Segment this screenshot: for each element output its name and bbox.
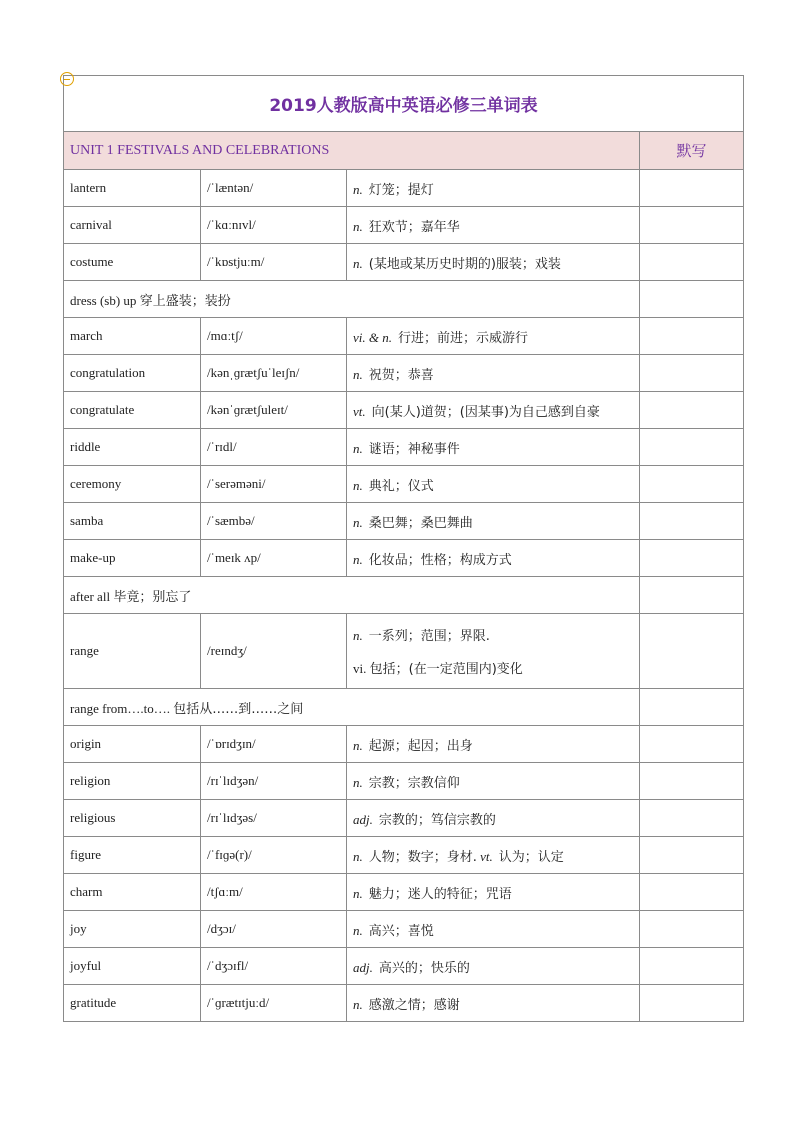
dictation-cell[interactable]: [640, 207, 744, 244]
table-row: [64, 244, 744, 281]
meaning-text: 宗教；宗教信仰: [368, 775, 460, 791]
phrase-text: dress (sb) up: [70, 292, 137, 308]
table-row: [64, 614, 744, 689]
page-title: 2019人教版高中英语必修三单词表: [64, 76, 744, 132]
part-of-speech: n.: [353, 774, 363, 790]
ipa-cell: /tʃɑːm/: [201, 874, 347, 911]
meaning-cell: [347, 911, 640, 948]
meaning-text: 祝贺；恭喜: [368, 367, 434, 383]
meaning-text: 向(某人)道贺；(因某事)为自己感到自豪: [371, 404, 600, 420]
dictation-cell[interactable]: [640, 355, 744, 392]
word-cell: range: [64, 614, 201, 689]
title-row: [64, 76, 744, 132]
word-cell: joy: [64, 911, 201, 948]
ipa-cell: /kənˌɡrætʃuˈleɪʃn/: [201, 355, 347, 392]
meaning-cell: [347, 244, 640, 281]
word-cell: charm: [64, 874, 201, 911]
ipa-cell: /ˈkɒstjuːm/: [201, 244, 347, 281]
ipa-cell: /ˈɡrætɪtjuːd/: [201, 985, 347, 1022]
meaning-cell: [347, 540, 640, 577]
vocabulary-sheet: [63, 75, 743, 1022]
meaning-cell: [347, 874, 640, 911]
ipa-cell: /ˈsæmbə/: [201, 503, 347, 540]
part-of-speech: n.: [353, 366, 363, 382]
phrase-meaning: 穿上盛装；装扮: [139, 293, 231, 309]
dictation-cell[interactable]: [640, 540, 744, 577]
vocabulary-table: [63, 75, 744, 1022]
meaning-cell: [347, 466, 640, 503]
meaning-text: 桑巴舞；桑巴舞曲: [368, 515, 473, 531]
word-cell: congratulation: [64, 355, 201, 392]
part-of-speech: n.: [353, 181, 363, 197]
word-cell: make-up: [64, 540, 201, 577]
word-cell: gratitude: [64, 985, 201, 1022]
dictation-cell[interactable]: [640, 244, 744, 281]
ipa-cell: /ˈlæntən/: [201, 170, 347, 207]
word-cell: march: [64, 318, 201, 355]
dictation-cell[interactable]: [640, 318, 744, 355]
ipa-cell: /rɪˈlɪdʒən/: [201, 763, 347, 800]
dictation-cell[interactable]: [640, 911, 744, 948]
word-cell: carnival: [64, 207, 201, 244]
table-row: [64, 318, 744, 355]
phrase-row: [64, 281, 744, 318]
dictation-cell[interactable]: [640, 985, 744, 1022]
part-of-speech: n.: [353, 551, 363, 567]
meaning-cell: [347, 207, 640, 244]
part-of-speech: n.: [353, 885, 363, 901]
word-cell: figure: [64, 837, 201, 874]
table-row: [64, 911, 744, 948]
ipa-cell: /reɪndʒ/: [201, 614, 347, 689]
part-of-speech: vt.: [480, 848, 493, 864]
meaning-text: 谜语；神秘事件: [368, 441, 460, 457]
part-of-speech: n.: [353, 477, 363, 493]
dictation-cell[interactable]: [640, 614, 744, 689]
part-of-speech: n.: [353, 628, 363, 643]
unit-title: UNIT 1 FESTIVALS AND CELEBRATIONS: [64, 132, 640, 170]
meaning-cell: [347, 170, 640, 207]
table-row: [64, 837, 744, 874]
dictation-cell[interactable]: [640, 466, 744, 503]
meaning-text: 包括；(在一定范围内)变化: [369, 662, 523, 677]
meaning-text: 高兴；喜悦: [368, 923, 434, 939]
meaning-text: 宗教的；笃信宗教的: [378, 812, 496, 828]
meaning-text: 起源；起因；出身: [368, 738, 473, 754]
phrase-row: [64, 577, 744, 614]
dictation-cell[interactable]: [640, 800, 744, 837]
meaning-text: 高兴的；快乐的: [378, 960, 470, 976]
ipa-cell: /ˈserəməni/: [201, 466, 347, 503]
meaning-line-2: [353, 658, 633, 677]
ipa-cell: /mɑːtʃ/: [201, 318, 347, 355]
dictation-cell[interactable]: [640, 429, 744, 466]
table-row: [64, 429, 744, 466]
meaning-text: 灯笼；提灯: [368, 182, 434, 198]
word-cell: congratulate: [64, 392, 201, 429]
phrase-cell: [64, 577, 640, 614]
part-of-speech: n.: [353, 922, 363, 938]
part-of-speech: n.: [353, 848, 363, 864]
table-row: [64, 985, 744, 1022]
part-of-speech: vt.: [353, 403, 366, 419]
table-row: [64, 726, 744, 763]
meaning-cell: [347, 726, 640, 763]
phrase-cell: [64, 689, 640, 726]
part-of-speech: n.: [353, 996, 363, 1012]
word-cell: joyful: [64, 948, 201, 985]
meaning-cell: [347, 837, 640, 874]
table-row: [64, 874, 744, 911]
word-cell: religious: [64, 800, 201, 837]
word-cell: religion: [64, 763, 201, 800]
meaning-cell: [347, 763, 640, 800]
table-row: [64, 355, 744, 392]
ipa-cell: /ˈkɑːnɪvl/: [201, 207, 347, 244]
part-of-speech: n.: [353, 255, 363, 271]
phrase-meaning: 毕竟；别忘了: [113, 589, 192, 605]
word-cell: samba: [64, 503, 201, 540]
meaning-text: 感激之情；感谢: [368, 997, 460, 1013]
ipa-cell: /kənˈɡrætʃuleɪt/: [201, 392, 347, 429]
dictation-cell[interactable]: [640, 281, 744, 318]
meaning-cell: [347, 614, 640, 689]
phrase-meaning: 包括从……到……之间: [173, 701, 304, 717]
table-row: [64, 170, 744, 207]
meaning-text: 认为；认定: [498, 849, 564, 865]
part-of-speech: n.: [353, 737, 363, 753]
part-of-speech: adj.: [353, 811, 373, 827]
meaning-cell: [347, 392, 640, 429]
ipa-cell: /rɪˈlɪdʒəs/: [201, 800, 347, 837]
ipa-cell: /dʒɔɪ/: [201, 911, 347, 948]
dictation-cell[interactable]: [640, 948, 744, 985]
table-row: [64, 503, 744, 540]
part-of-speech: vi. & n.: [353, 329, 392, 345]
table-row: [64, 800, 744, 837]
phrase-text: after all: [70, 588, 111, 604]
phrase-cell: [64, 281, 640, 318]
meaning-text: 狂欢节；嘉年华: [368, 219, 460, 235]
table-row: [64, 763, 744, 800]
meaning-text: 行进；前进；示威游行: [398, 330, 529, 346]
dictation-cell[interactable]: [640, 170, 744, 207]
anchor-icon: [60, 72, 74, 86]
word-cell: costume: [64, 244, 201, 281]
word-cell: lantern: [64, 170, 201, 207]
ipa-cell: /ˈrɪdl/: [201, 429, 347, 466]
ipa-cell: /ˈmeɪk ʌp/: [201, 540, 347, 577]
ipa-cell: /ˈdʒɔɪfl/: [201, 948, 347, 985]
meaning-text: 一系列；范围；界限.: [368, 629, 490, 644]
table-row: [64, 207, 744, 244]
dictation-header: 默写: [640, 132, 744, 170]
table-row: [64, 540, 744, 577]
part-of-speech: adj.: [353, 959, 373, 975]
meaning-text: 魅力；迷人的特征；咒语: [368, 886, 512, 902]
dictation-cell[interactable]: [640, 763, 744, 800]
part-of-speech: vi.: [353, 661, 367, 676]
table-row: [64, 392, 744, 429]
word-cell: riddle: [64, 429, 201, 466]
meaning-cell: [347, 985, 640, 1022]
dictation-cell[interactable]: [640, 837, 744, 874]
meaning-cell: [347, 800, 640, 837]
meaning-cell: [347, 503, 640, 540]
meaning-text: (某地或某历史时期的)服装；戏装: [368, 256, 561, 272]
dictation-cell[interactable]: [640, 689, 744, 726]
table-row: [64, 948, 744, 985]
part-of-speech: n.: [353, 514, 363, 530]
meaning-cell: [347, 355, 640, 392]
dictation-cell[interactable]: [640, 392, 744, 429]
ipa-cell: /ˈfɪɡə(r)/: [201, 837, 347, 874]
meaning-text: 人物；数字；身材.: [368, 849, 477, 865]
phrase-row: [64, 689, 744, 726]
meaning-text: 化妆品；性格；构成方式: [368, 552, 512, 568]
part-of-speech: n.: [353, 218, 363, 234]
meaning-text: 典礼；仪式: [368, 478, 434, 494]
dictation-cell[interactable]: [640, 726, 744, 763]
word-cell: origin: [64, 726, 201, 763]
part-of-speech: n.: [353, 440, 363, 456]
meaning-cell: [347, 948, 640, 985]
phrase-text: range from….to….: [70, 700, 171, 716]
ipa-cell: /ˈɒrɪdʒɪn/: [201, 726, 347, 763]
meaning-cell: [347, 318, 640, 355]
meaning-cell: [347, 429, 640, 466]
table-row: [64, 466, 744, 503]
dictation-cell[interactable]: [640, 874, 744, 911]
dictation-cell[interactable]: [640, 577, 744, 614]
word-cell: ceremony: [64, 466, 201, 503]
unit-header-row: [64, 132, 744, 170]
dictation-cell[interactable]: [640, 503, 744, 540]
